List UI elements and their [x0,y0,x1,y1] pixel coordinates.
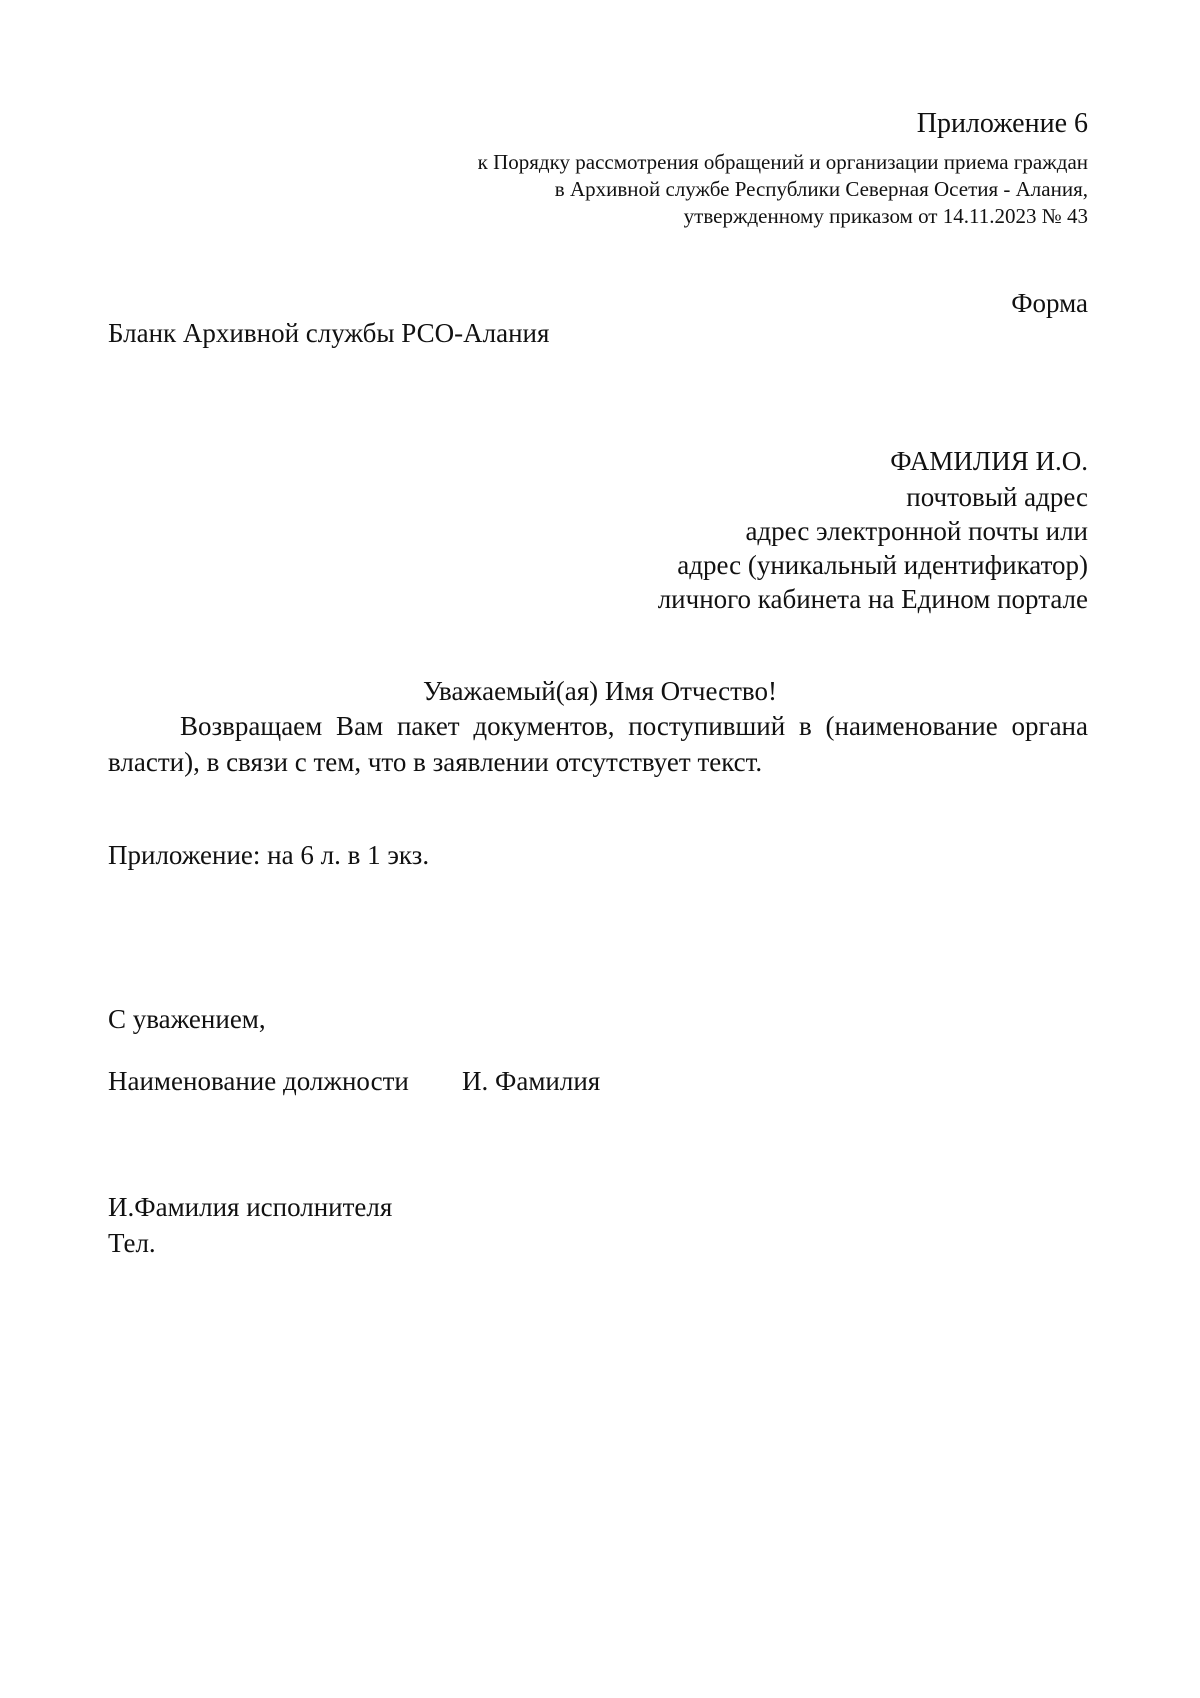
body-paragraph: Возвращаем Вам пакет документов, поступивший в (наименование органа власти), в связи с тем, что в заявлении отсутствует текст. [108,711,1088,777]
signature-name: И. Фамилия [462,1066,601,1096]
recipient-name: ФАМИЛИЯ И.О. [890,446,1088,476]
salutation: Уважаемый(ая) Имя Отчество! [422,676,777,706]
executor-name: И.Фамилия исполнителя [108,1192,393,1222]
signature-position: Наименование должности [108,1066,409,1096]
recipient-postal-address: почтовый адрес [906,482,1088,512]
recipient-portal: личного кабинета на Едином портале [657,584,1088,614]
executor-phone: Тел. [108,1228,156,1258]
annex-title: Приложение 6 [916,108,1088,139]
annex-line-1: к Порядку рассмотрения обращений и организации приема граждан [477,150,1088,174]
closing: С уважением, [108,1004,266,1034]
form-label: Форма [1011,288,1088,318]
annex-line-3: утвержденному приказом от 14.11.2023 № 43 [683,204,1088,228]
annex-line-2: в Архивной службе Республики Северная Осетия - Алания, [554,177,1088,201]
recipient-identifier: адрес (уникальный идентификатор) [677,550,1088,580]
recipient-email: адрес электронной почты или [745,516,1088,546]
attachment-note: Приложение: на 6 л. в 1 экз. [108,840,430,870]
letterhead: Бланк Архивной службы РСО-Алания [108,318,550,348]
